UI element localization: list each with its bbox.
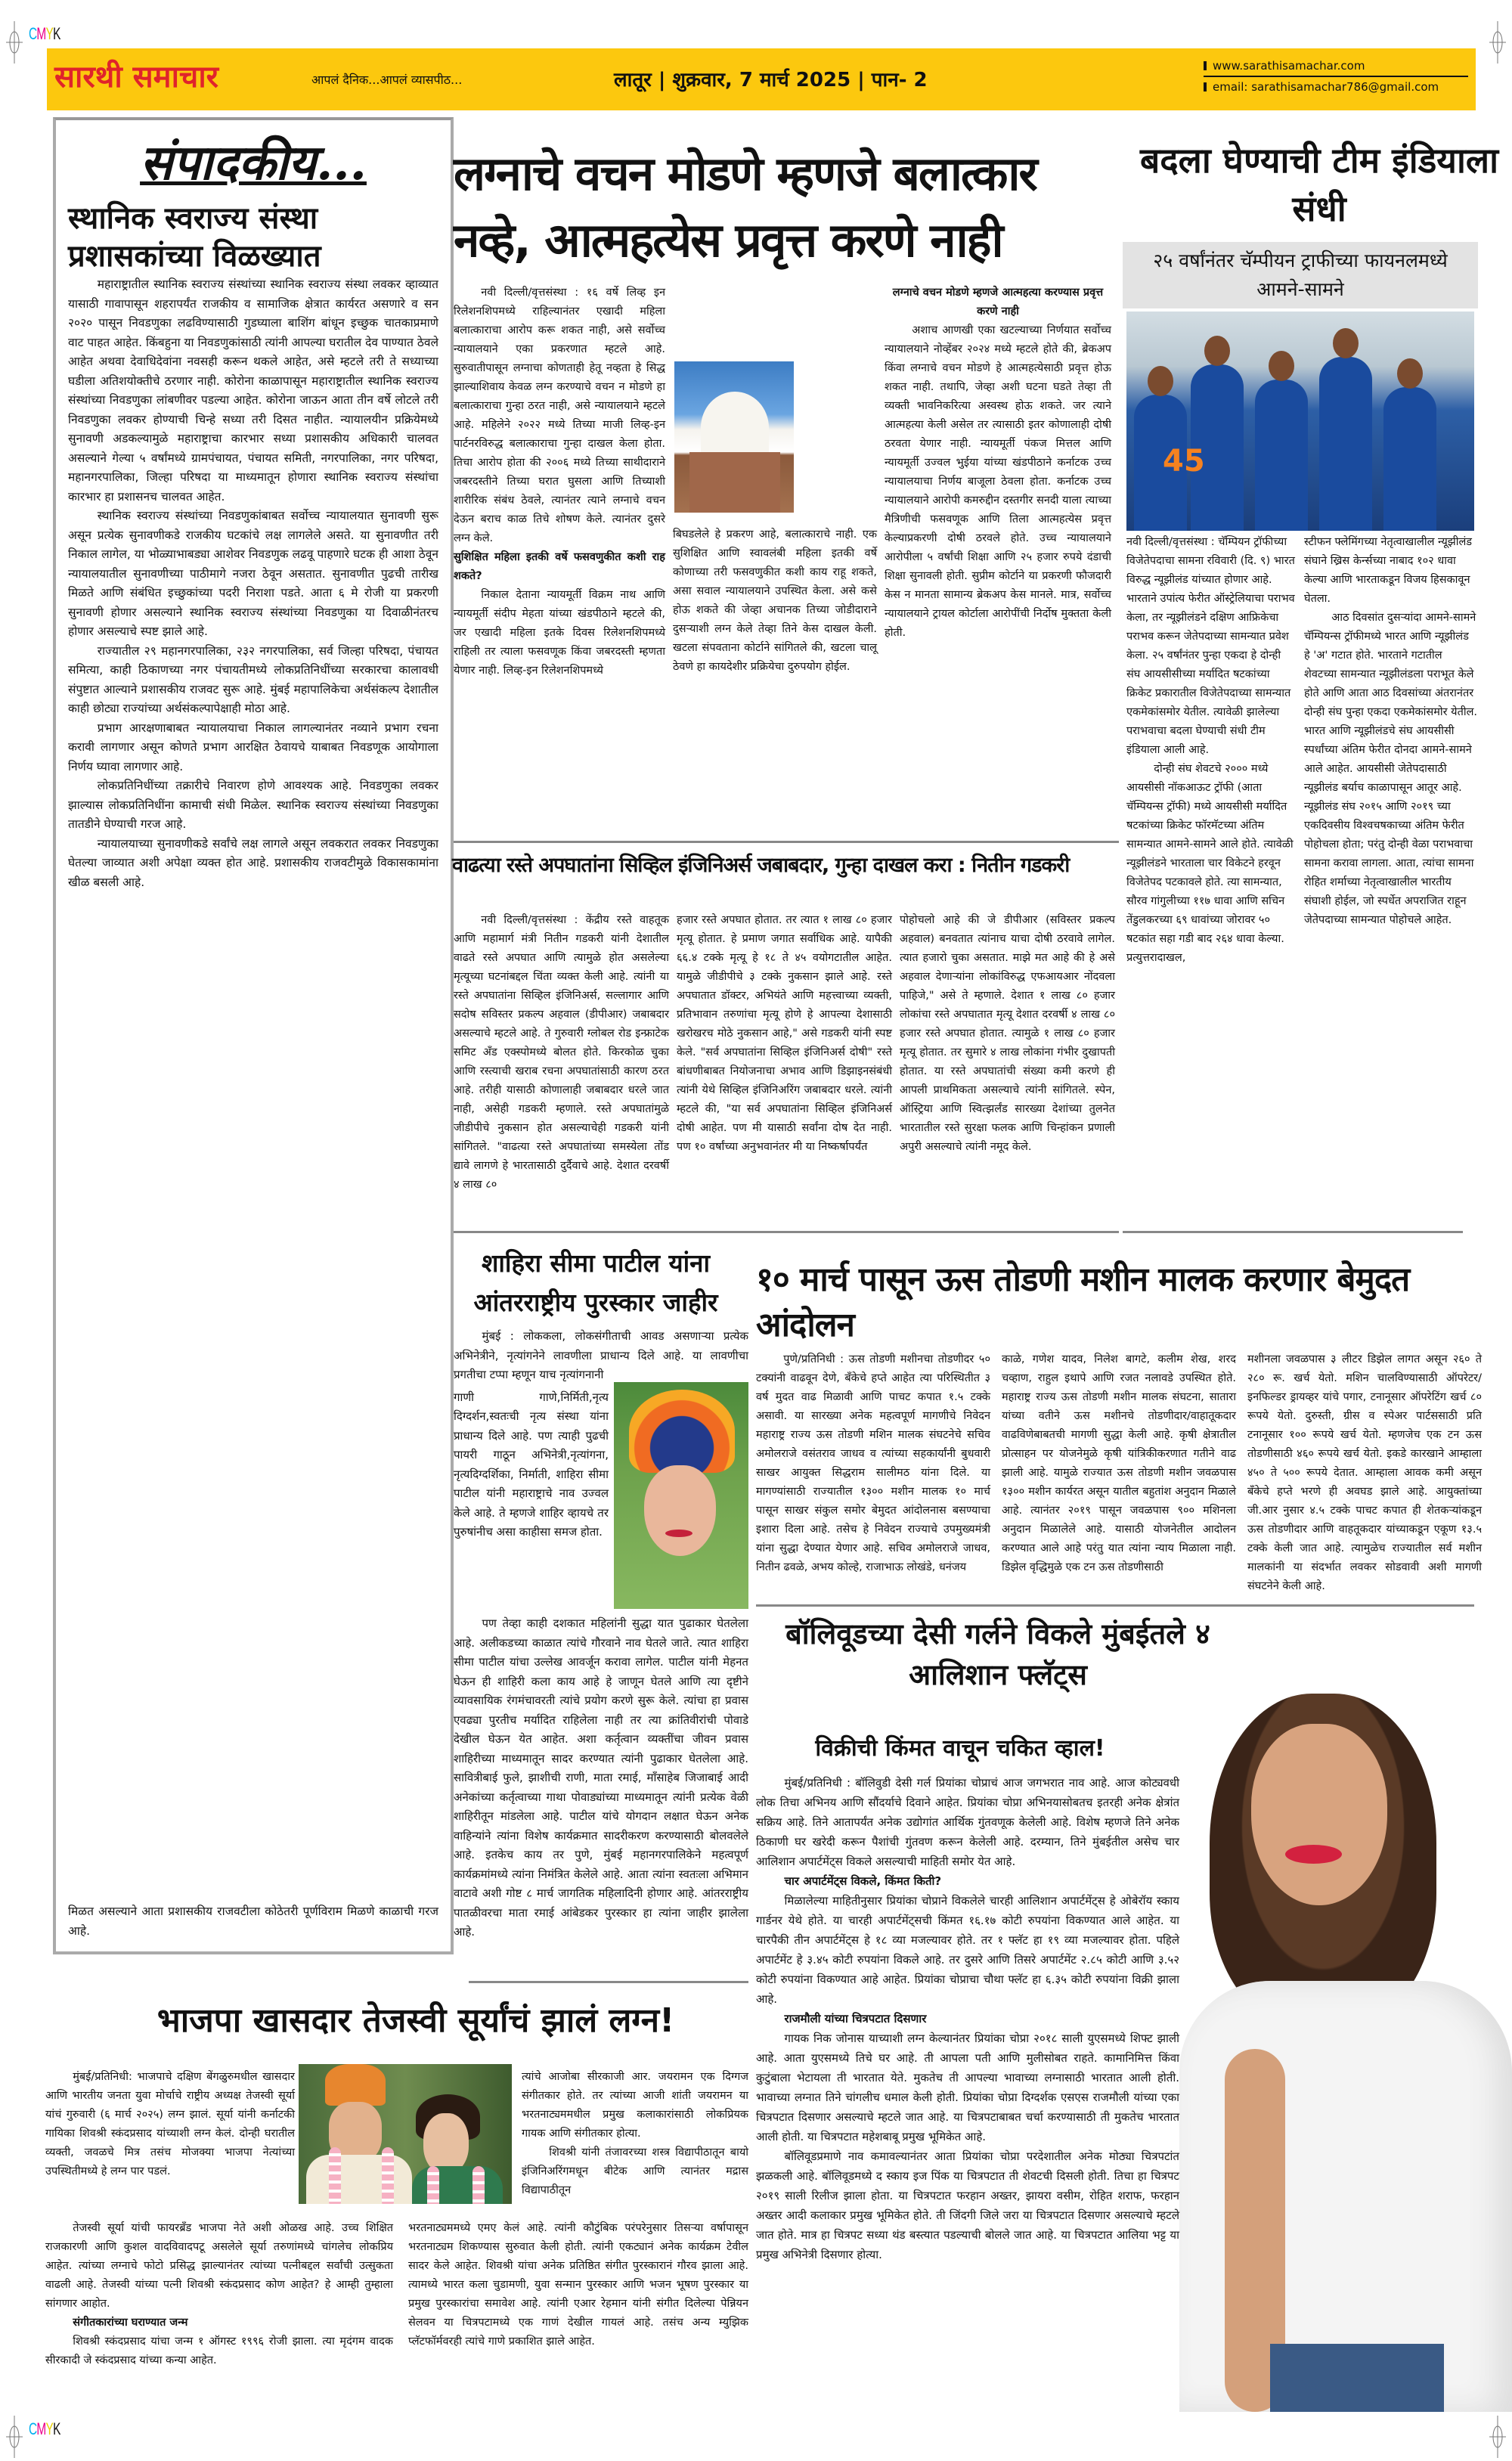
cmyk-m: M	[36, 24, 46, 43]
bollywood-body	[756, 1773, 1179, 2264]
masthead	[47, 48, 1476, 110]
bjp-paragraph: त्यांचे आजोबा सीरकाजी आर. जयरामन एक दिग्गज संगीतकार होते. तर त्यांच्या आजी शांती जयरामन या भरतनाट्यममधील प्रमुख कलाकारांसाठी लोकप्रियक गायक आणि संगीतकार होत्या.	[522, 2071, 748, 2140]
editorial-headline: स्थानिक स्वराज्य संस्था प्रशासकांच्या विळख्यात	[68, 201, 321, 274]
section-divider	[469, 1981, 748, 1983]
shahira-lead	[454, 1327, 748, 1385]
newspaper-tagline: आपलं दैनिक...आपलं व्यासपीठ...	[311, 73, 463, 87]
shahira-paragraph: पण तेव्हा काही दशकात महिलांनी सुद्धा यात पुढाकार घेतलेला आहे. अलीकडच्या काळात त्यांचे गौरवाने नाव घेतले जाते. त्यात शाहिरा सीमा पाटील यांचा उल्लेख आवर्जून करावा लागेल. पाटील यांनी मेहनत घेऊन ही शाहिरी कला काय आहे हे जाणून घेतले आणि त्या दृष्टीने व्यावसायिक रंगमंचावरती त्यांचे प्रयोग करणे सुरू केले. त्यांचा हा प्रवास एवढ्या पुरतीच मर्यादित राहिलेला नाही तर त्या क्रांतिवीरांची पोवाडे देखील घेऊन येत आहेत. अशा कर्तृत्वान व्यक्तींचा जीवन प्रवास शाहिरीच्या माध्यमातून सादर करण्यात त्यांनी पुढाकार घेतलेला आहे. सावित्रीबाई फुले, झाशीची राणी, माता रमाई, माँसाहेब जिजाबाई आदी अनेकांच्या कर्तृत्वाच्या गाथा पोवाड्यांच्या माध्यमातून त्यांनी प्रत्येक वेळी शाहिरीतून मांडलेला आहे. पाटील यांचे योगदान लक्षात घेऊन अनेक वाहिन्यांने त्यांना विशेष कार्यक्रमात सादरीकरण करण्यासाठी बोलवलेले आहे. इतकेच काय तर पुणे, मुंबई महानगरपालिकेने महत्वपूर्ण कार्यक्रमांमध्ये त्यांना निमंत्रित केलेले आहे. आता त्यांना स्वतःला अभिमान वाटावे अशी गोष्ट ८ मार्च जागतिक महिलादिनी होणार आहे. आंतरराष्ट्रीय पातळीवरचा माता रमाई आंबेडकर पुरस्कार हा त्यांना जाहीर झालेला आहे.	[454, 1616, 748, 1939]
registration-mark-icon	[1489, 2416, 1506, 2458]
sports-subheadline: २५ वर्षांनंतर चॅम्पीयन ट्राफीच्या फायनलमध्ये आमने-सामने	[1123, 242, 1478, 308]
shahira-body	[454, 1614, 748, 1942]
editorial-paragraph: स्थानिक स्वराज्य संस्थांच्या निवडणुकांबाबत सर्वोच्च न्यायालयात सुनावणी सुरू असून प्रत्येक सुनावणीकडे राजकीय घटकांचे लक्ष लागलेले असते. या सुनावणीत तरी निकाल लागेल, या भोळ्याभाबड्या आशेवर निवडणुक लढवू पाहणारे घटक ही आशा ठेवून न्यायालयातील सुनावणीच्या पाठीमागे नजरा ठेवून असतात. सुनावणीत पुढची तारीख मिळते आणि संबंधित इच्छुकांच्या पदरी निराशा पडते. आता ६ मे रोजी या प्रकरणी सुनावणी होणार असल्याने स्थानिक स्वराज्य संस्थांच्या निवडणुका या दिवाळीनंतरच होणार असल्याचे स्पष्ट झाले आहे.	[68, 509, 438, 638]
editorial-paragraph: महाराष्ट्रातील स्थानिक स्वराज्य संस्थांच्या स्थानिक स्वराज्य संस्था लवकर व्हाव्यात यासाठी गावापासून शहरापर्यंत राजकीय व सामाजिक क्षेत्रात कार्यरत असणारे व सन २०२० पासून निवडणुका लढविण्यासाठी गुडघ्याला बाशिंग बांधून इच्छुक चातकाप्रमाणे वाट पाहत आहेत. किंबहुना या निवडणुकांसाठी त्यांनी आपल्या घरातील देव पाण्यात ठेवले आहेत अथवा देवाधिदेवांना नवसही करून थकले आहेत, असे म्हटले तरी ते सध्याच्या घडीला अतिशयोक्तीचे ठरणार नाही. कोरोना काळापासून महाराष्ट्रातील स्थानिक स्वराज्य संस्थांच्या निवडणुका लांबणीवर पडल्या आहेत. कोरोना जाऊन आता तीन वर्षे लोटले तरी निवडणुका लवकर होण्याची चिन्हे सध्या तरी दिसत नाहीत. न्यायालयीन प्रक्रियेमध्ये सुनावणी अडकल्यामुळे महाराष्ट्राचा कारभार सध्या प्रशासकीय अधिकारी चालवत असल्याने गेल्या ५ वर्षांमध्ये ग्रामपंचायत, पंचायत समिती, नगरपालिका, नगर परिषदा, महानगरपालिका, जिल्हा परिषदा या माध्यमातून होणारा स्थानिक स्वराज्य संस्थांचा कारभार हा प्रशासनच चालवत आहेत.	[68, 277, 438, 504]
lead-paragraph: निकाल देताना न्यायमूर्ती विक्रम नाथ आणि न्यायमूर्ती संदीप मेहता यांच्या खंडपीठाने म्हटले की, जर एखादी महिला इतके दिवस रिलेशनशिपमध्ये राहिली तर त्याला फसवणूक किंवा जबरदस्ती म्हणता येणार नाही. लिव्ह-इन रिलेशनशिपमध्ये	[454, 589, 665, 677]
dateline: लातूर | शुक्रवार, 7 मार्च 2025 | पान- 2	[614, 69, 928, 91]
lead-subhead: लग्नाचे वचन मोडणे म्हणजे आत्महत्या करण्यास प्रवृत्त करणे नाही	[892, 287, 1104, 318]
editorial-paragraph: लोकप्रतिनिधींच्या तक्रारीचे निवारण होणे आवश्यक आहे. निवडणुका लवकर झाल्यास लोकप्रतिनिधींना कामाची संधी मिळेल. स्थानिक स्वराज्य संस्थांच्या निवडणुका तातडीने घेण्याची गरज आहे.	[68, 779, 438, 831]
bjp-paragraph: भरतनाट्यममध्ये एमए केलं आहे. त्यांनी कौटुंबिक परंपरेनुसार तिसऱ्या वर्षापासून भरतनाट्यम शिकण्यास सुरुवात केली होती. त्यांनी एकट्यानं अनेक कार्यक्रम टेवील सादर केले आहेत. शिवश्री यांचा अनेक प्रतिष्ठित संगीत पुरस्कारानं गौरव झाला आहे. त्यामध्ये भारत कला चुडामणी, युवा सन्मान पुरस्कार आणि भजन भूषण पुरस्कार या प्रमुख पुरस्कारांचा समावेश आहे. त्यांनी एआर रेहमान यांनी संगीत दिलेल्या पेन्नियन सेलवन या चित्रपटामध्ये एक गाणं देखील गायलं आहे. तसंच अन्य म्युझिक प्लॅटफॉर्मवरही त्यांचे गाणे प्रकाशित झाले आहेत.	[408, 2222, 748, 2348]
sugarcane-column-1	[756, 1350, 990, 1577]
sports-column-1	[1126, 533, 1297, 968]
bjp-paragraph: शिवश्री स्कंदप्रसाद यांचा जन्म १ ऑगस्ट १९९६ रोजी झाला. त्या मृदंगम वादक सीरकादी जे स्कंदप्रसाद यांच्या कन्या आहेत.	[45, 2335, 393, 2366]
bollywood-headline: बॉलिवूडच्या देसी गर्लने विकले मुंबईतले ४ आलिशान फ्लॅट्स	[785, 1617, 1210, 1691]
cmyk-label-bottom	[29, 2419, 60, 2439]
section-divider	[1123, 1231, 1463, 1233]
cmyk-k: K	[53, 2419, 60, 2438]
jersey-number: 45	[1163, 444, 1205, 479]
cmyk-k: K	[53, 24, 60, 43]
lead-column-3	[885, 284, 1111, 643]
gadkari-column-1	[454, 911, 669, 1195]
cmyk-y: Y	[45, 2419, 54, 2438]
bjp-paragraph: शिवश्री यांनी तंजावरच्या शस्त्र विद्यापीठातून बायो इंजिनिअरिंगमधून बीटेक आणि त्यानंतर मद्रास विद्यापाठीतून	[522, 2146, 748, 2196]
bollywood-paragraph: बॉलिवूडप्रमाणे नाव कमावल्यानंतर आता प्रियांका चोप्रा परदेशातील अनेक मोठ्या चित्रपटांत झळकली आहे. बॉलिवूडमध्ये द स्काय इज पिंक या चित्रपटात ती शेवटची दिसली होती. तिचा हा चित्रपट २०१९ साली रिलीज झाला होता. या चित्रपटात फरहान अख्तर, झायरा वसीम, रोहित शराफ, फरहान अख्तर आदी कलाकार प्रमुख भूमिकेत होते. ती जिंदगी जिले जरा या चित्रपटात दिसणार असल्याचे म्हटले जात होते. मात्र हा चित्रपट सध्या थंड बस्त्यात पडल्याची बोलले जात आहे. या चित्रपटात आलिया भट्ट या प्रमुख अभिनेत्री दिसणार होत्या.	[756, 2150, 1179, 2261]
bjp-headline: भाजपा खासदार तेजस्वी सूर्यांचं झालं लग्न!	[156, 2001, 675, 2040]
supreme-court-photo	[674, 361, 794, 513]
seema-patil-photo	[614, 1382, 748, 1609]
editorial-paragraph: न्यायालयाच्या सुनावणीकडे सर्वांचे लक्ष लागले असून लवकरात लवकर निवडणुका घेतल्या जाव्यात अशी अपेक्षा व्यक्त होत आहे. प्रशासकीय राजवटीमुळे विकासकामांना खीळ बसली आहे.	[68, 836, 438, 889]
bollywood-paragraph: मुंबई/प्रतिनिधी : बॉलिवुडी देसी गर्ल प्रियांका चोप्राचं आज जगभरात नाव आहे. आज कोट्यवधी लोक तिचा अभिनय आणि सौंदर्याचे दिवाने आहेत. प्रियांका चोप्रा अभिनयासोबतच इतरही अनेक क्षेत्रांत सक्रिय आहे. तिने आतापर्यंत अनेक उद्योगांत आर्थिक गुंतवणूक केलेली आहे. विशेष म्हणजे तिने अनेक ठिकाणी घर खरेदी करून पैशांची गुंतवण करून केलेली आहे. दरम्यान, तिने मुंबईतील असेच चार आलिशान अपार्टमेंट्स विकले असल्याची माहिती समोर येत आहे.	[756, 1776, 1179, 1868]
sugarcane-paragraph: पुणे/प्रतिनिधी : ऊस तोडणी मशीनचा तोडणीदर ५० टक्यांनी वाढवून देणे, बँकेचे हप्ते आहेत त्या परिस्थितीत ३ वर्ष मुदत वाढ मिळावी आणि पाचट कपात १.५ टक्के असावी. या सारख्या अनेक महत्वपूर्ण मागणीचे निवेदन महाराष्ट्र राज्य ऊस तोडणी मशिन मालक संघटनेचे सचिव अमोलराजे वसंतराव जाधव व त्यांच्या सहकार्यांनी बुधवारी साखर आयुक्त सिद्धराम सालीमठ यांना दिले. या मागण्यांसाठी राज्यातील १३०० मशीन मालक १० मार्च पासून साखर संकुल समोर बेमुदत आंदोलनास बसण्याचा इशारा दिला आहे. तसेच हे निवेदन राज्याचे उपमुख्यमंत्री यांना सुद्धा देण्यात येणार आहे. सचिव अमोलराजे जाधव, नितीन ढवळे, अभय कोल्हे, राजाभाऊ लोखंडे, धनंजय	[756, 1353, 990, 1573]
bollywood-subhead: चार अपार्टमेंट्स विकले, किंमत किती?	[784, 1874, 942, 1888]
editorial-box	[53, 117, 454, 1954]
bollywood-paragraph: गायक निक जोनास याच्याशी लग्न केल्यानंतर प्रियांका चोप्रा २०१८ साली युएसमध्ये शिफ्ट झाली आहे. आता युएसमध्ये तिचे घर आहे. ती आपला पती आणि मुलीसोबत राहते. कामानिमित्त किंवा कुटुंबाला भेटायला ती भारतात येते. मुकतेच ती आपल्या भावाच्या लग्नासाठी भारतात आली होती. भावाच्या लग्नात तिने चांगलीच धमाल केली होती. प्रियांका चोप्रा दिग्दर्शक एसएस राजमौली यांच्या एका चित्रपटात दिसणार असल्याचे म्हटले जात आहे. या चित्रपटाबाबत चर्चा करण्यासाठी ती मुकतेच भारतात आली होती. या चित्रपटात महेशबाबू प्रमुख भूमिकेत आहे.	[756, 2032, 1179, 2143]
cmyk-c: C	[29, 24, 37, 43]
gadkari-paragraph: पोहोचलो आहे की जे डीपीआर (सविस्तर प्रकल्प अहवाल) बनवतात त्यांनाच याचा दोषी ठरवावे लागेल. त्यात हजारो चुका असतात. माझे मत आहे की हे असे अहवाल देणाऱ्यांना लोकांविरुद्ध एफआयआर नोंदवला पाहिजे," असे ते म्हणाले. देशात १ लाख ८० हजार लोकांचा रस्ते अपघातात मृत्यू देशात दरवर्षी ४ लाख ८० हजार रस्ते अपघात होतात. त्यामुळे १ लाख ८० हजार मृत्यू होतात. तर सुमारे ४ लाख लोकांना गंभीर दुखापती होतात. या रस्ते अपघातांची संख्या कमी करणे ही आपली प्राथमिकता असल्याचे त्यांनी सांगितले. स्पेन, ऑस्ट्रिया आणि स्वित्झर्लंड सारख्या देशांच्या तुलनेत भारतातील रस्ते सुरक्षा फलक आणि चिन्हांकन प्रणाली अपुरी असल्याचे त्यांनी नमूद केले.	[900, 914, 1115, 1153]
sports-paragraph: दोन्ही संघ शेवटचे २००० मध्ये आयसीसी नॉकआऊट ट्रॉफी (आता चॅम्पियन्स ट्रॉफी) मध्ये आयसीसी मर्यादित षटकांच्या क्रिकेट फॉरमॅटच्या अंतिम सामन्यात आमने-सामने आले होते. त्यावेळी न्यूझीलंडने भारताला चार विकेटने हरवून विजेतेपद पटकावले होते. त्या सामन्यात, सौरव गांगुलीच्या ११७ धावा आणि सचिन तेंडुलकरच्या ६९ धावांच्या जोरावर ५० षटकांत सहा गडी बाद २६४ धावा केल्या. प्रत्युत्तरादाखल,	[1126, 763, 1294, 964]
website-link[interactable]: www.sarathisamachar.com	[1204, 56, 1468, 77]
priyanka-chopra-photo	[1179, 1626, 1512, 2412]
gadkari-column-3	[900, 911, 1115, 1157]
sports-paragraph: स्टीफन फ्लेमिंगच्या नेतृत्वाखालील न्यूझीलंड संघाने ख्रिस केर्न्सच्या नाबाद १०२ धावा केल्या आणि भारताकडून विजय हिसकावून घेतला.	[1304, 536, 1473, 605]
registration-mark-icon	[6, 21, 23, 64]
bjp-column-bottom-left	[45, 2219, 393, 2370]
editorial-paragraph: प्रभाग आरक्षणाबाबत न्यायालयाचा निकाल लागल्यानंतर नव्याने प्रभाग रचना करावी लागणार असून कोणते प्रभाग आरक्षित ठेवायचे याबाबत निवडणूक आयोगाला निर्णय घ्यावा लागणार आहे.	[68, 721, 438, 773]
sports-paragraph: आठ दिवसांत दुसऱ्यांदा आमने-सामने चॅम्पियन्स ट्रॉफीमध्ये भारत आणि न्यूझीलंड हे 'अ' गटात होते. भारताने गटातील शेवटच्या सामन्यात न्यूझीलंडला पराभूत केले होते आणि आता आठ दिवसांच्या अंतरानंतर दोन्ही संघ पुन्हा एकदा एकमेकांसमोर येतील. भारत आणि न्यूझीलंडचे संघ आयसीसी स्पर्धांच्या अंतिम फेरीत दोनदा आमने-सामने आले आहेत. आयसीसी जेतेपदासाठी न्यूझीलंड बर्याच काळापासून आतूर आहे. न्यूझीलंड संघ २०१५ आणि २०१९ च्या एकदिवसीय विश्वचषकाच्या अंतिम फेरीत पोहोचला होता; परंतु दोन्ही वेळा पराभवाचा सामना करावा लागला. आता, त्यांचा सामना रोहित शर्माच्या नेतृत्वाखालील भारतीय संघाशी होईल, जो स्पर्धेत अपराजित राहून जेतेपदाच्या सामन्यात पोहोचले आहेत.	[1304, 612, 1478, 926]
editorial-closing: मिळत असल्याने आता प्रशासकीय राजवटीला कोठेतरी पूर्णविराम मिळणे काळाची गरज आहे.	[68, 1905, 438, 1938]
section-divider	[454, 841, 1119, 843]
cmyk-y: Y	[45, 24, 54, 43]
cmyk-m: M	[36, 2419, 46, 2438]
bollywood-paragraph: मिळालेल्या माहितीनुसार प्रियांका चोप्राने विकलेले चारही आलिशान अपार्टमेंट्स हे ओबेरॉय स्काय गार्डनर येथे होते. या चारही अपार्टमेंट्सची किंमत १६.१७ कोटी रुपयांना विकण्यात आले आहेत. या चारपैकी तीन अपार्टमेंट्स हे १८ व्या मजल्यावर होते. तर १ फ्लॅट हा १९ व्या मजल्यावर होता. पहिले अपार्टमेंट हे ३.४५ कोटी रुपयांना विकले आहे. तर दुसरे आणि तिसरे अपार्टमेंट २.८५ कोटी आणि ३.५२ कोटी रुपयांना विकण्यात आहे आहेत. प्रियांका चोप्राचा चौथा फ्लॅट हा ६.३५ कोटी रुपयांना विक्री झाला आहे.	[756, 1894, 1179, 2006]
gadkari-paragraph: हजार रस्ते अपघात होतात. तर त्यात १ लाख ८० हजार मृत्यू होतात. हे प्रमाण जगात सर्वाधिक आहे. यापैकी ६६.४ टक्के मृत्यू हे १८ ते ४५ वयोगटातील आहेत. यामुळे जीडीपीचे ३ टक्के नुकसान झाले आहे. रस्ते अपघातात डॉक्टर, अभियंते आणि महत्त्वाच्या व्यक्ती, प्रतिभावान तरुणांचा मृत्यू होणे हे आपल्या देशासाठी खरोखरच मोठे नुकसान आहे," असे गडकरी यांनी स्पष्ट केले. "सर्व अपघातांना सिव्हिल इंजिनिअर्स दोषी" रस्ते बांधणीबाबत नियोजनाचा अभाव आणि डिझाइनसंबंधी त्यांनी येथे सिव्हिल इंजिनिअरिंग जबाबदार धरले. त्यांनी म्हटले की, "या सर्व अपघातांना सिव्हिल इंजिनिअर्स दोषी आहेत. पण मी यासाठी सर्वांना दोष देत नाही. पण १० वर्षांच्या अनुभवानंतर मी या निष्कर्षापर्यंत	[677, 914, 892, 1153]
sugarcane-column-2	[1002, 1350, 1236, 1577]
sugarcane-headline: १० मार्च पासून ऊस तोडणी मशीन मालक करणार बेमुदत आंदोलन	[756, 1260, 1410, 1344]
gadkari-paragraph: नवी दिल्ली/वृत्तसंस्था : केंद्रीय रस्ते वाहतूक आणि महामार्ग मंत्री नितीन गडकरी यांनी देशातील वाढते रस्ते अपघात आणि त्यामुळे होत असलेल्या मृत्यूच्या घटनांबद्दल चिंता व्यक्त केली आहे. त्यांनी या रस्ते अपघातांना सिव्हिल इंजिनिअर्स, सल्लागार आणि सदोष सविस्तर प्रकल्प अहवाल (डीपीआर) जबाबदार असल्याचे म्हटले आहे. ते गुरुवारी ग्लोबल रोड इन्फ्राटेक समिट अँड एक्स्पोमध्ये बोलत होते. किरकोळ चुका आणि रस्त्याची खराब रचना अपघातांसाठी कारण ठरत आहे. तरीही यासाठी कोणालाही जबाबदार धरले जात नाही, असेही गडकरी म्हणाले. रस्ते अपघातांमुळे जीडीपीचे नुकसान होत असल्याचेही गडकरी यांनी सांगितले. "वाढत्या रस्ते अपघातांच्या समस्येला तोंड द्यावे लागणे हे भारतासाठी दुर्दैवाचे आहे. देशात दरवर्षी ४ लाख ८०	[454, 914, 669, 1191]
editorial-body	[68, 275, 438, 1902]
bollywood-subheadline: विक्रीची किंमत वाचून चकित व्हाल!	[815, 1735, 1105, 1762]
bjp-column-left	[45, 2068, 295, 2181]
section-divider	[756, 1604, 1474, 1607]
bjp-paragraph: मुंबई/प्रतिनिधी: भाजपाचे दक्षिण बेंगळुरुमधील खासदार आणि भारतीय जनता युवा मोर्चाचे राष्ट्रीय अध्यक्ष तेजस्वी सूर्या यांचं गुरुवारी (६ मार्च २०२५) लग्न झालं. सूर्या यांनी कर्नाटकी गायिका शिवश्री स्कंदप्रसाद यांच्याशी लग्न केलं. दोन्ही घरातील व्यक्ती, जवळचे मित्र तसंच मोजक्या भाजपा नेत्यांच्या उपस्थितीमध्ये हे लग्न पार पडलं.	[45, 2071, 295, 2177]
registration-mark-icon	[1489, 21, 1506, 64]
sugarcane-paragraph: काळे, गणेश यादव, निलेश बागटे, कलीम शेख, शरद चव्हाण, राहुल इथापे आणि रजत नलावडे उपस्थित होते. महाराष्ट्र राज्य ऊस तोडणी मशीन मालक संघटना, सातारा यांच्या वतीने ऊस मशीनचे तोडणीदार/वाहातूकदार वाढविणेबाबतची मागणी सुद्धा केली आहे. कृषी क्षेत्रातील प्रोत्साहन पर योजनेमुळे कृषी यांत्रिकीकरणात गतीने वाढ झाली आहे. यामुळे राज्यात ऊस तोडणी मशीन जवळपास १३०० मशीन कार्यरत असून यातील बहुतांश अनुदान मिळाले आहे. त्यानंतर २०१९ पासून जवळपास ९०० मशिनला अनुदान मिळालेले आहे. यासाठी योजनेतील आदोलन करण्यात आले आहे परंतु यात त्यांना न्याय मिळाला नाही. डिझेल वृद्धिमुळे एक टन ऊस तोडणीसाठी	[1002, 1353, 1236, 1573]
bjp-column-right	[522, 2068, 748, 2200]
sports-column-2	[1304, 533, 1478, 930]
shahira-paragraph: मुंबई : लोककला, लोकसंगीताची आवड असणाऱ्या प्रत्येक अभिनेत्रीने, नृत्यांगनेने लावणीला प्राधान्य दिले आहे. या लावणीचा प्रगतीचा टप्पा म्हणून याच नृत्यांगनानी	[454, 1329, 748, 1381]
lead-paragraph: अशाच आणखी एका खटल्याच्या निर्णयात सर्वोच्च न्यायालयाने नोव्हेंबर २०२४ मध्ये म्हटले होते की, ब्रेकअप किंवा लग्नाचे वचन मोडणे हे आत्महत्येसाठी प्रवृत्त होऊ शकत नाही. तथापि, जेव्हा अशी घटना घडते तेव्हा ती व्यक्ती भावनिकरित्या अस्वस्थ होऊ शकते. जर त्याने आत्महत्या केली असेल तर त्यासाठी इतर कोणालाही दोषी ठरवता येणार नाही. न्यायमूर्ती पंकज मित्तल आणि न्यायमूर्ती उज्वल भुईया यांच्या खंडपीठाने कर्नाटक उच्च न्यायालयाचा निर्णय बाजूला ठेवला होता. कर्नाटक उच्च न्यायालयाने आरोपी कमरुद्दीन दस्तगीर सनदी याला त्याच्या मैत्रिणीची फसवणूक आणि तिला आत्महत्येस प्रवृत्त केल्याप्रकरणी दोषी ठरवले होते. उच्च न्यायालयाने आरोपीला ५ वर्षांची शिक्षा आणि २५ हजार रुपये दंडाची शिक्षा सुनावली होती. सुप्रीम कोर्टाने या प्रकरणी फौजदारी केस न मानता सामान्य ब्रेकअप केस मानले. मात्र, सर्वोच्च न्यायालयाने ट्रायल कोर्टाला आरोपींची निर्दोष मुक्तता केली होती.	[885, 324, 1111, 639]
gadkari-headline: वाढत्या रस्ते अपघातांना सिव्हिल इंजिनिअर्स जबाबदार, गुन्हा दाखल करा : नितीन गडकरी	[452, 854, 1070, 877]
email-link[interactable]: email: sarathisamachar786@gmail.com	[1204, 77, 1468, 97]
shahira-side	[454, 1388, 609, 1542]
team-india-photo	[1126, 311, 1474, 531]
sports-paragraph: नवी दिल्ली/वृत्तसंस्था : चॅम्पियन ट्रॉफीच्या विजेतेपदाचा सामना रविवारी (दि. ९) भारत विरुद्ध न्यूझीलंड यांच्यात होणार आहे. भारताने उपांत्य फेरीत ऑस्ट्रेलियाचा पराभव केला, तर न्यूझीलंडने दक्षिण आफ्रिकेचा पराभव करून जेतेपदाच्या सामन्यात प्रवेश केला. २५ वर्षांनंतर पुन्हा एकदा हे दोन्ही संघ आयसीसीच्या मर्यादित षटकांच्या क्रिकेट प्रकारातील विजेतेपदाच्या सामन्यात एकमेकांसमोर येतील. त्यावेळी झालेल्या पराभवाचा बदला घेण्याची संधी टीम इंडियाला आली आहे.	[1126, 536, 1295, 756]
gadkari-column-2	[677, 911, 892, 1157]
cmyk-label-top	[29, 24, 60, 44]
newspaper-title: सारथी समाचार	[54, 60, 219, 95]
registration-mark-icon	[6, 2416, 23, 2458]
bjp-paragraph: तेजस्वी सूर्या यांची फायरब्रँड भाजपा नेते अशी ओळख आहे. उच्च शिक्षित राजकारणी आणि कुशल वादविवादपटू असलेले सूर्या तरुणांमध्ये चांगलेच लोकप्रिय आहेत. त्यांच्या लग्नाचे फोटो प्रसिद्ध झाल्यानंतर त्यांच्या पत्नीबद्दल सर्वांची उत्सुकता वाढली आहे. तेजस्वी यांच्या पत्नी शिवश्री स्कंदप्रसाद कोण आहेत? हे आम्ही तुम्हाला सांगणार आहोत.	[45, 2222, 393, 2310]
cmyk-c: C	[29, 2419, 37, 2438]
editorial-paragraph: राज्यातील २९ महानगरपालिका, २३२ नगरपालिका, सर्व जिल्हा परिषदा, पंचायत समित्या, काही ठिकाणच्या नगर पंचायतीमध्ये लोकप्रतिनिधींच्या सरकारचा कालावधी संपुष्टात आल्याने प्रशासकीय राजवट सुरू आहे. मुंबई महापालिकेचा अर्थसंकल्प देशातील काही छोट्या राज्यांच्या अर्थसंकल्पापेक्षाही मोठा आहे.	[68, 643, 438, 715]
lead-paragraph: बिघडलेले हे प्रकरण आहे, बलात्काराचे नाही. एक सुशिक्षित आणि स्वावलंबी महिला इतकी वर्षे कोणाच्या तरी फसवणुकीत कशी काय राहू शकते, असा सवाल न्यायालयाने उपस्थित केला. असे कसे होऊ शकते की जेव्हा अचानक तिच्या जोडीदाराने दुसऱ्याशी लग्न केले तेव्हा तिने केस दाखल केली. खटला संपवताना कोर्टाने सांगितले की, खटला चालू ठेवणे हा कायदेशीर प्रक्रियेचा दुरुपयोग होईल.	[673, 528, 877, 673]
bollywood-subhead: राजमौली यांच्या चित्रपटात दिसणार	[784, 2012, 927, 2026]
wedding-photo	[299, 2064, 512, 2204]
lead-subhead: सुशिक्षित महिला इतकी वर्षे फसवणुकीत कशी राह शकते?	[454, 551, 665, 582]
editorial-label: संपादकीय...	[140, 135, 367, 191]
sugarcane-paragraph: मशीनला जवळपास ३ लीटर डिझेल लागत असून २६० ते २८० रू. खर्च येतो. मशिन चालविण्यासाठी ऑपरेटर/इनफिल्डर ड्रायव्हर यांचे पगार, टनानूसार ऑपरेटिंग खर्च ८० रूपये येतो. दुरुस्ती, ग्रीस व स्पेअर पार्टससाठी प्रति टनानूसार १०० रूपये खर्च येतो. म्हणजेच एक टन ऊस तोडणीसाठी ४६० रूपये खर्च येतो. इकडे कारखाने आम्हाला ४५० ते ५०० रूपये देतात. आम्हाला आवक कमी असून बँकेचे हप्ते भरणे ही अवघड झाले आहे. आयुक्तांच्या जी.आर नुसार ४.५ टक्के पाचट कपात ही शेतकऱ्यांकडून ऊस तोडणीदार आणि वाहतूकदार यांच्याकडून एकूण १३.५ टक्के केली जात आहे. त्यामुळेच राज्यातील सर्व मशीन मालकांनी या संदर्भात लवकर सोडवावी अशी मागणी संघटनेने केली आहे.	[1247, 1353, 1482, 1592]
bjp-subhead: संगीतकारांच्या घराण्यात जन्म	[73, 2317, 188, 2329]
lead-column-1	[454, 284, 665, 680]
bjp-column-bottom-right	[408, 2219, 748, 2351]
section-divider	[454, 1231, 1119, 1233]
shahira-paragraph: गाणी गाणे,निर्मिती,नृत्य दिग्दर्शन,स्वतःची नृत्य संस्था यांना प्राधान्य दिले आहे. पण त्याही पुढची पायरी गाठून अभिनेत्री,नृत्यांगना, नृत्यदिग्दर्शिका, निर्माती, शाहिरा सीमा पाटील यांनी महाराष्ट्राचे नाव उज्वल केले आहे. ते म्हणजे शाहिर व्हायचे तर पुरुषांनीच असा काहीसा समज होता.	[454, 1390, 609, 1539]
lead-paragraph: नवी दिल्ली/वृत्तसंस्था : १६ वर्षे लिव्ह इन रिलेशनशिपमध्ये राहिल्यानंतर एखादी महिला बलात्काराचा आरोप करू शकत नाही, असे सर्वोच्च न्यायालयाने एका प्रकरणात म्हटले आहे. सुरुवातीपासून लग्नाचा कोणताही हेतू नव्हता हे सिद्ध झाल्याशिवाय केवळ लग्न करण्याचे वचन न मोडणे हा बलात्काराचा गुन्हा ठरत नाही, असे न्यायालयाने म्हटले आहे. महिलेने २०२२ मध्ये तिच्या माजी लिव्ह-इन पार्टनरविरुद्ध बलात्काराचा गुन्हा दाखल केला होता. तिचा आरोप होता की २००६ मध्ये तिच्या साथीदाराने जबरदस्तीने तिच्या घरात घुसला आणि तिच्याशी शारीरिक संबंध ठेवले, त्यानंतर त्याने लग्नाचे वचन देऊन बराच काळ तिचे शोषण केले. त्यानंतर दुसरे लग्न केले.	[454, 287, 665, 544]
lead-headline: लग्नाचे वचन मोडणे म्हणजे बलात्कार नव्हे, आत्महत्येस प्रवृत्त करणे नाही	[454, 146, 1036, 268]
sugarcane-column-3	[1247, 1350, 1482, 1596]
contact-info	[1204, 56, 1468, 97]
shahira-headline: शाहिरा सीमा पाटील यांना आंतरराष्ट्रीय पुरस्कार जाहीर	[473, 1248, 718, 1317]
sports-headline: बदला घेण्याची टीम इंडियाला संधी	[1139, 140, 1498, 229]
